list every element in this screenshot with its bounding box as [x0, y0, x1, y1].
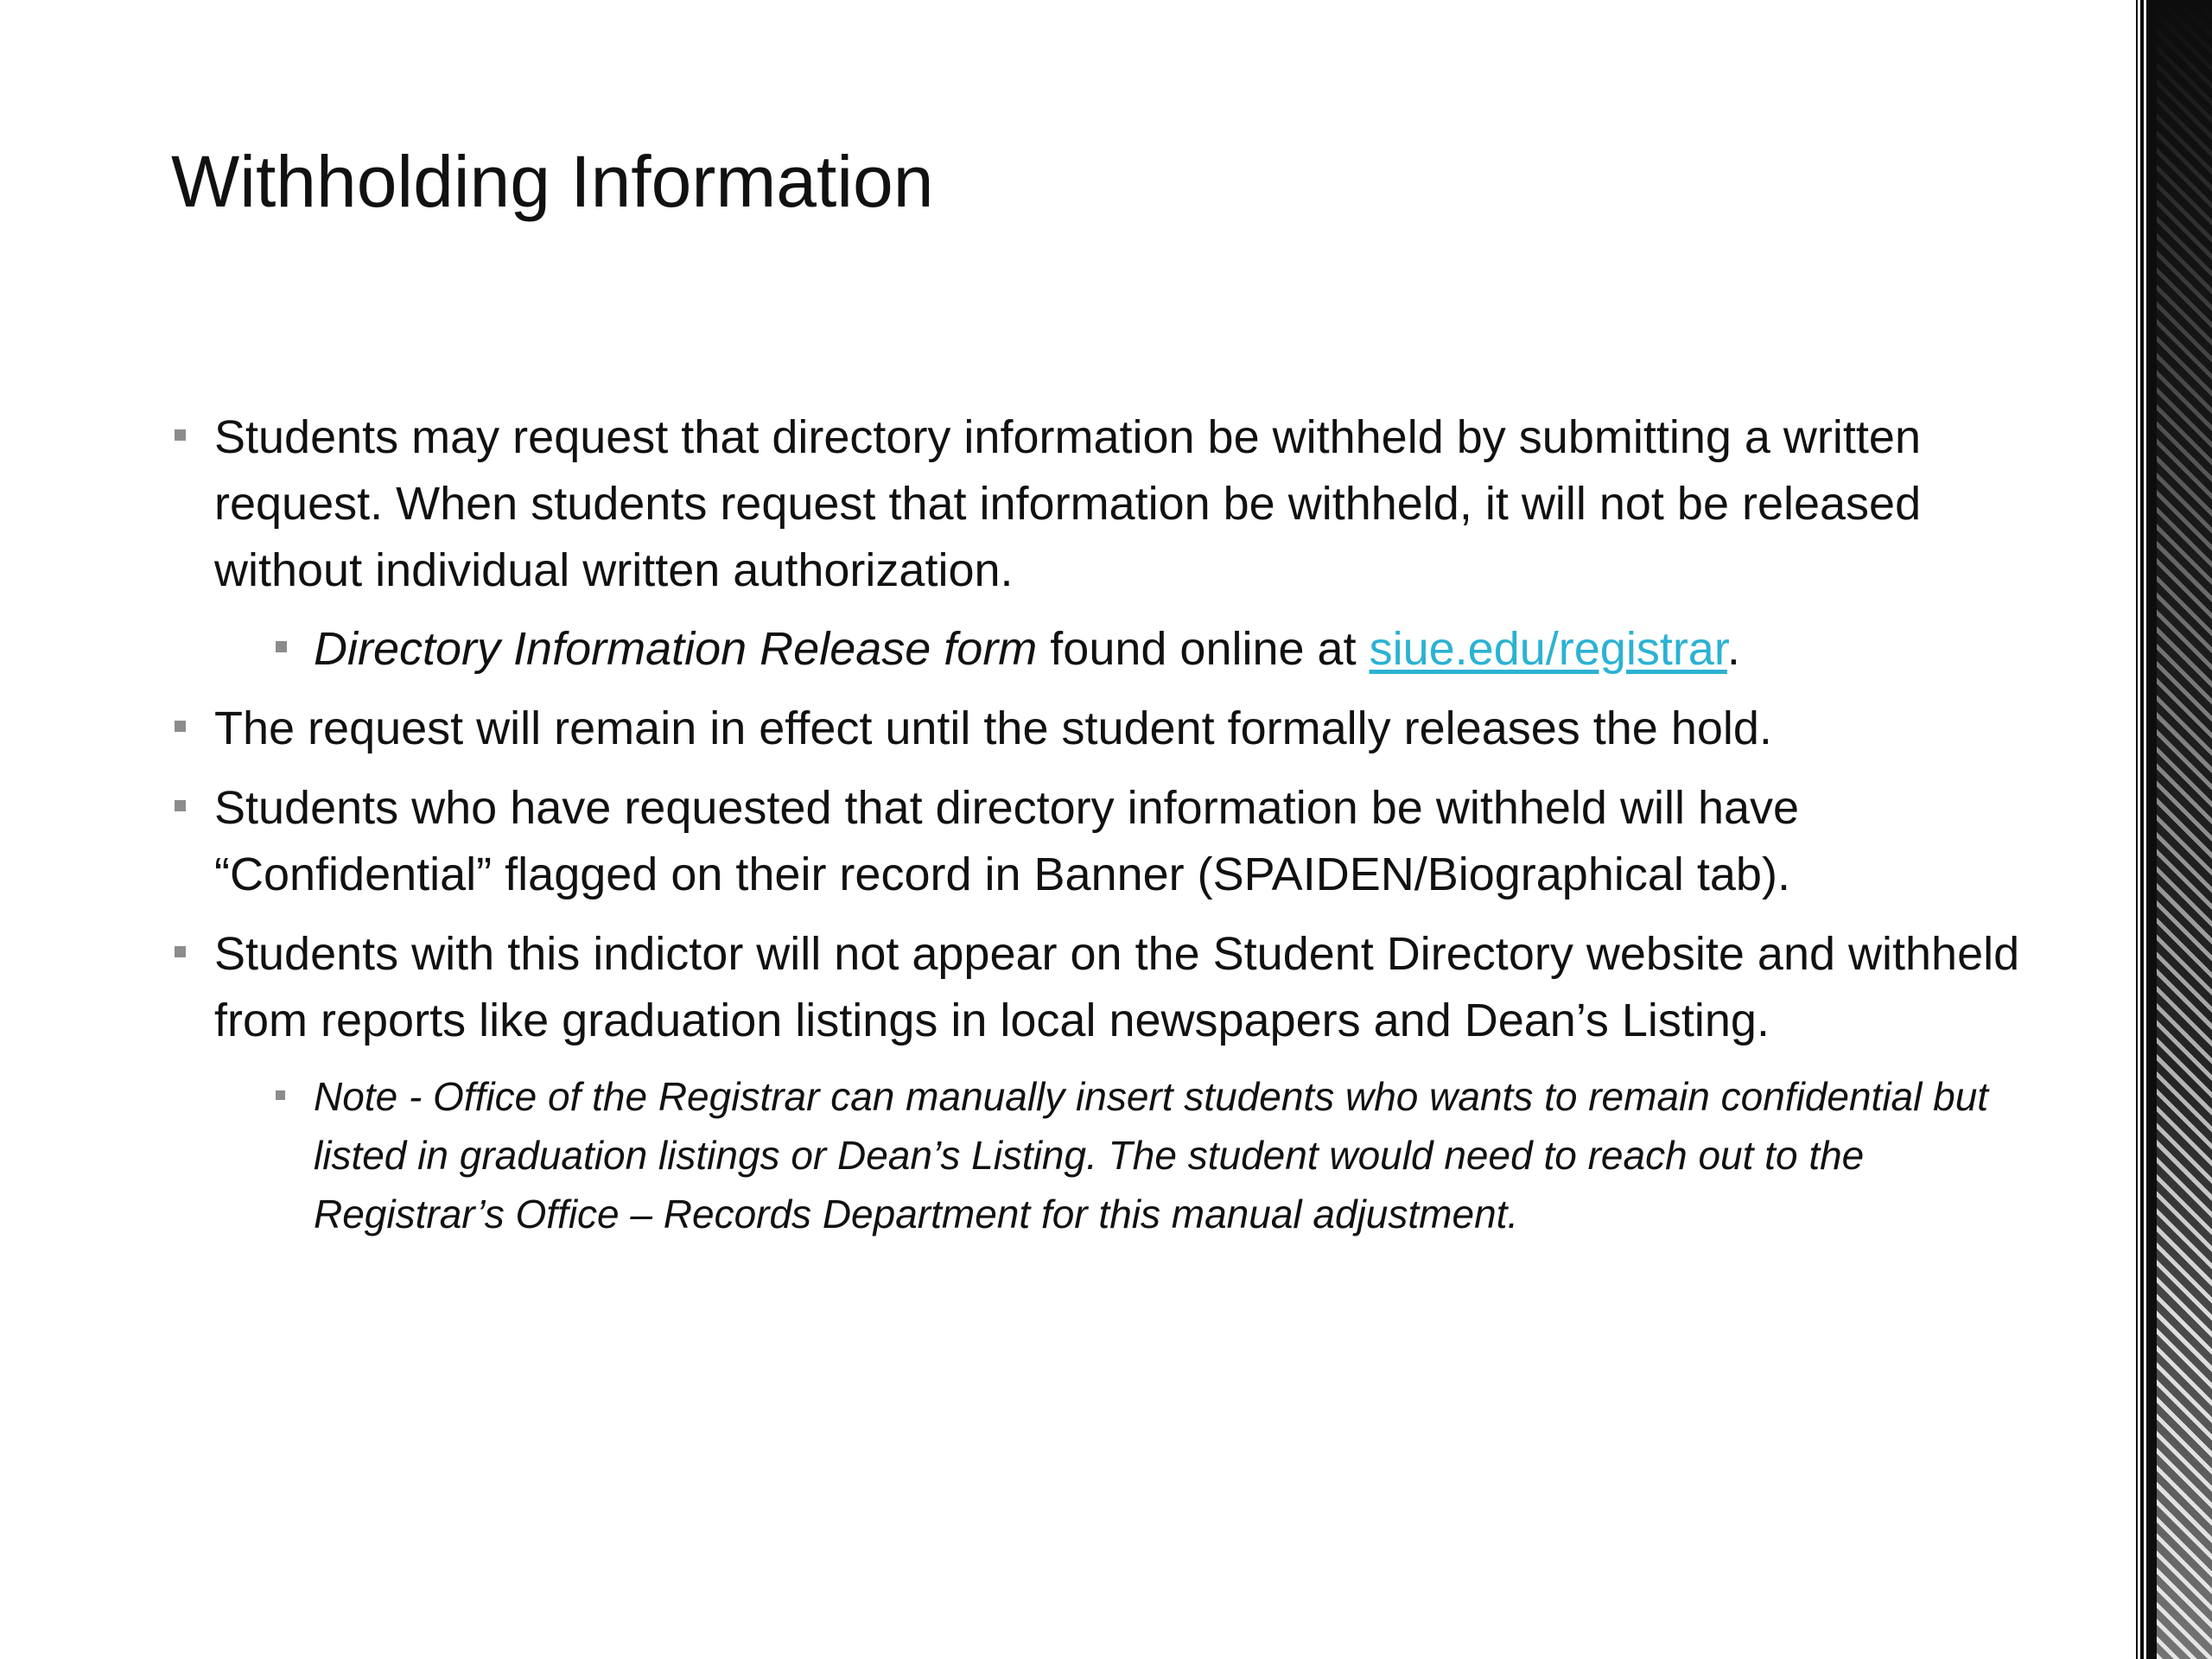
square-bullet-icon — [175, 721, 186, 732]
form-name: Directory Information Release form — [314, 623, 1038, 675]
sub-bullet-item — [171, 616, 2037, 683]
square-bullet-icon — [175, 946, 186, 957]
slide-content — [171, 404, 2037, 1256]
bullet-text: Students with this indictor will not appear on the Student Directory website and withheld from reports like graduation listings in local newspapers and Dean’s Listing. — [214, 928, 2020, 1046]
bullet-text: Students may request that directory information be withheld by submitting a written request. When students request that information be withheld, it will not be released without individual written authorization. — [214, 411, 1922, 596]
note-sub-bullet — [171, 1067, 2037, 1243]
square-bullet-icon — [276, 641, 287, 652]
square-bullet-icon — [276, 1090, 285, 1100]
bullet-text: The request will remain in effect until the student formally releases the hold. — [214, 702, 1772, 754]
bullet-item — [171, 696, 2037, 762]
strip-line — [2144, 0, 2146, 1659]
square-bullet-icon — [175, 429, 186, 441]
bullet-item — [171, 404, 2037, 604]
note-text: Note - Office of the Registrar can manually insert students who wants to remain confidential but listed in graduation listings or Dean’s Listing. The student would need to reach out to the Registrar’s Office – Records Department for this manual adjustment. — [314, 1074, 1989, 1236]
strip-line — [2138, 0, 2140, 1659]
bullet-item — [171, 921, 2037, 1054]
square-bullet-icon — [175, 800, 186, 811]
sub-bullet-text: found online at — [1037, 623, 1370, 675]
decorative-side-strip — [2136, 0, 2212, 1659]
bullet-item — [171, 775, 2037, 908]
bullet-text: Students who have requested that directory information be withheld will have “Confidential” flagged on their record in Banner (SPAIDEN/Biographical tab). — [214, 782, 1800, 900]
strip-glow — [2157, 1080, 2212, 1659]
registrar-link[interactable]: siue.edu/registrar — [1369, 623, 1727, 675]
sub-bullet-end: . — [1726, 623, 1740, 675]
slide-title: Withholding Information — [171, 141, 934, 222]
